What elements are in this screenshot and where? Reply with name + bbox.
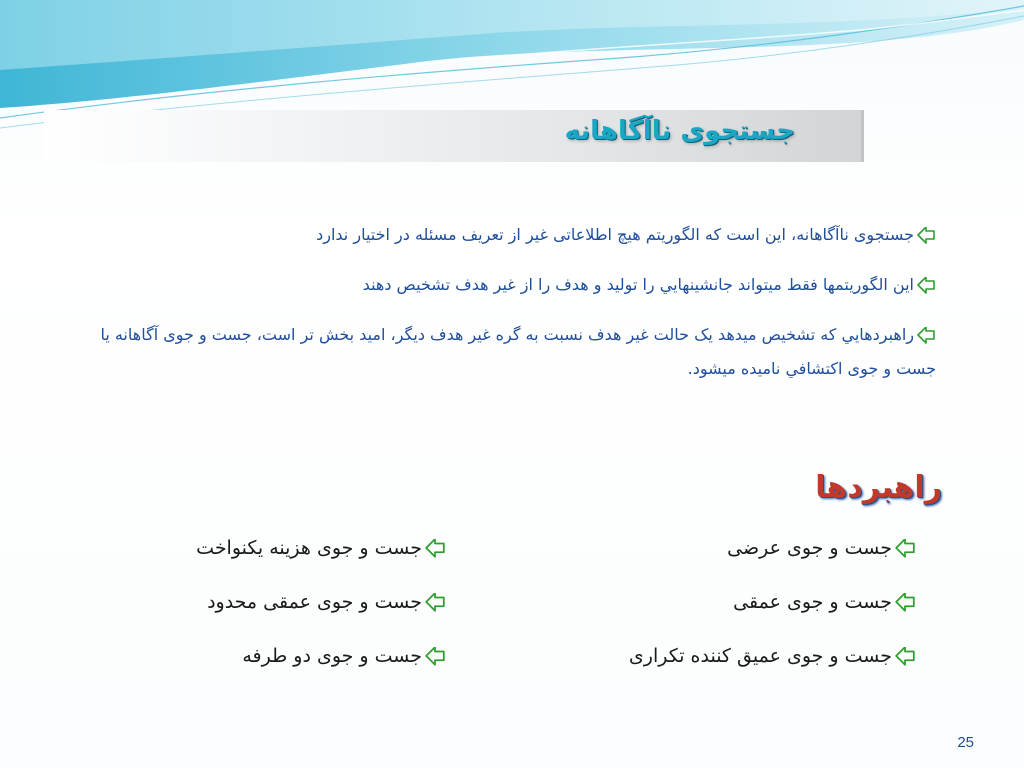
strategies-right-column [629,526,916,688]
strategy-label: جست و جوی عرضی [727,537,892,559]
strategy-label: جست و جوی عمیق کننده تکراری [628,645,892,667]
strategy-item [629,580,916,634]
slide-title: جستجوی ناآگاهانه [564,116,795,146]
arrow-bullet-icon [424,593,446,613]
arrow-bullet-icon [916,227,936,245]
arrow-bullet-icon [894,647,916,667]
arrow-bullet-icon [424,647,446,667]
strategy-item [629,526,916,580]
strategy-label: جست و جوی عمقی [733,591,892,613]
strategy-item [196,580,446,634]
arrow-bullet-icon [894,539,916,559]
bullet-item [76,318,936,386]
strategies-left-column [196,526,446,688]
bullet-text: راهبردهايي که تشخیص میدهد یک حالت غیر هدف نسبت به گره غیر هدف دیگر، امید بخش تر است، جست و جوی آگاهانه یا جست و جوی اکتشافي نامیده میشود. [100,325,936,378]
strategy-item [629,634,916,688]
arrow-bullet-icon [424,539,446,559]
title-bar [44,110,864,162]
bullet-list [76,218,936,402]
arrow-bullet-icon [894,593,916,613]
strategy-label: جست و جوی دو طرفه [242,645,422,667]
bullet-item [76,268,936,302]
bullet-text: جستجوی ناآگاهانه، این است که الگوریتم هیچ اطلاعاتی غیر از تعریف مسئله در اختیار ندارد [316,225,914,244]
strategy-label: جست و جوی عمقی محدود [207,591,422,613]
bullet-text: این الگوریتمها فقط میتواند جانشینهايي را تولید و هدف را از غیر هدف تشخیص دهند [362,275,914,294]
strategy-item [196,526,446,580]
strategy-label: جست و جوی هزینه یکنواخت [196,537,422,559]
page-number: 25 [957,734,974,751]
strategy-item [196,634,446,688]
strategies-heading: راهبردها [815,470,942,505]
arrow-bullet-icon [916,277,936,295]
bullet-item [76,218,936,252]
arrow-bullet-icon [916,327,936,345]
